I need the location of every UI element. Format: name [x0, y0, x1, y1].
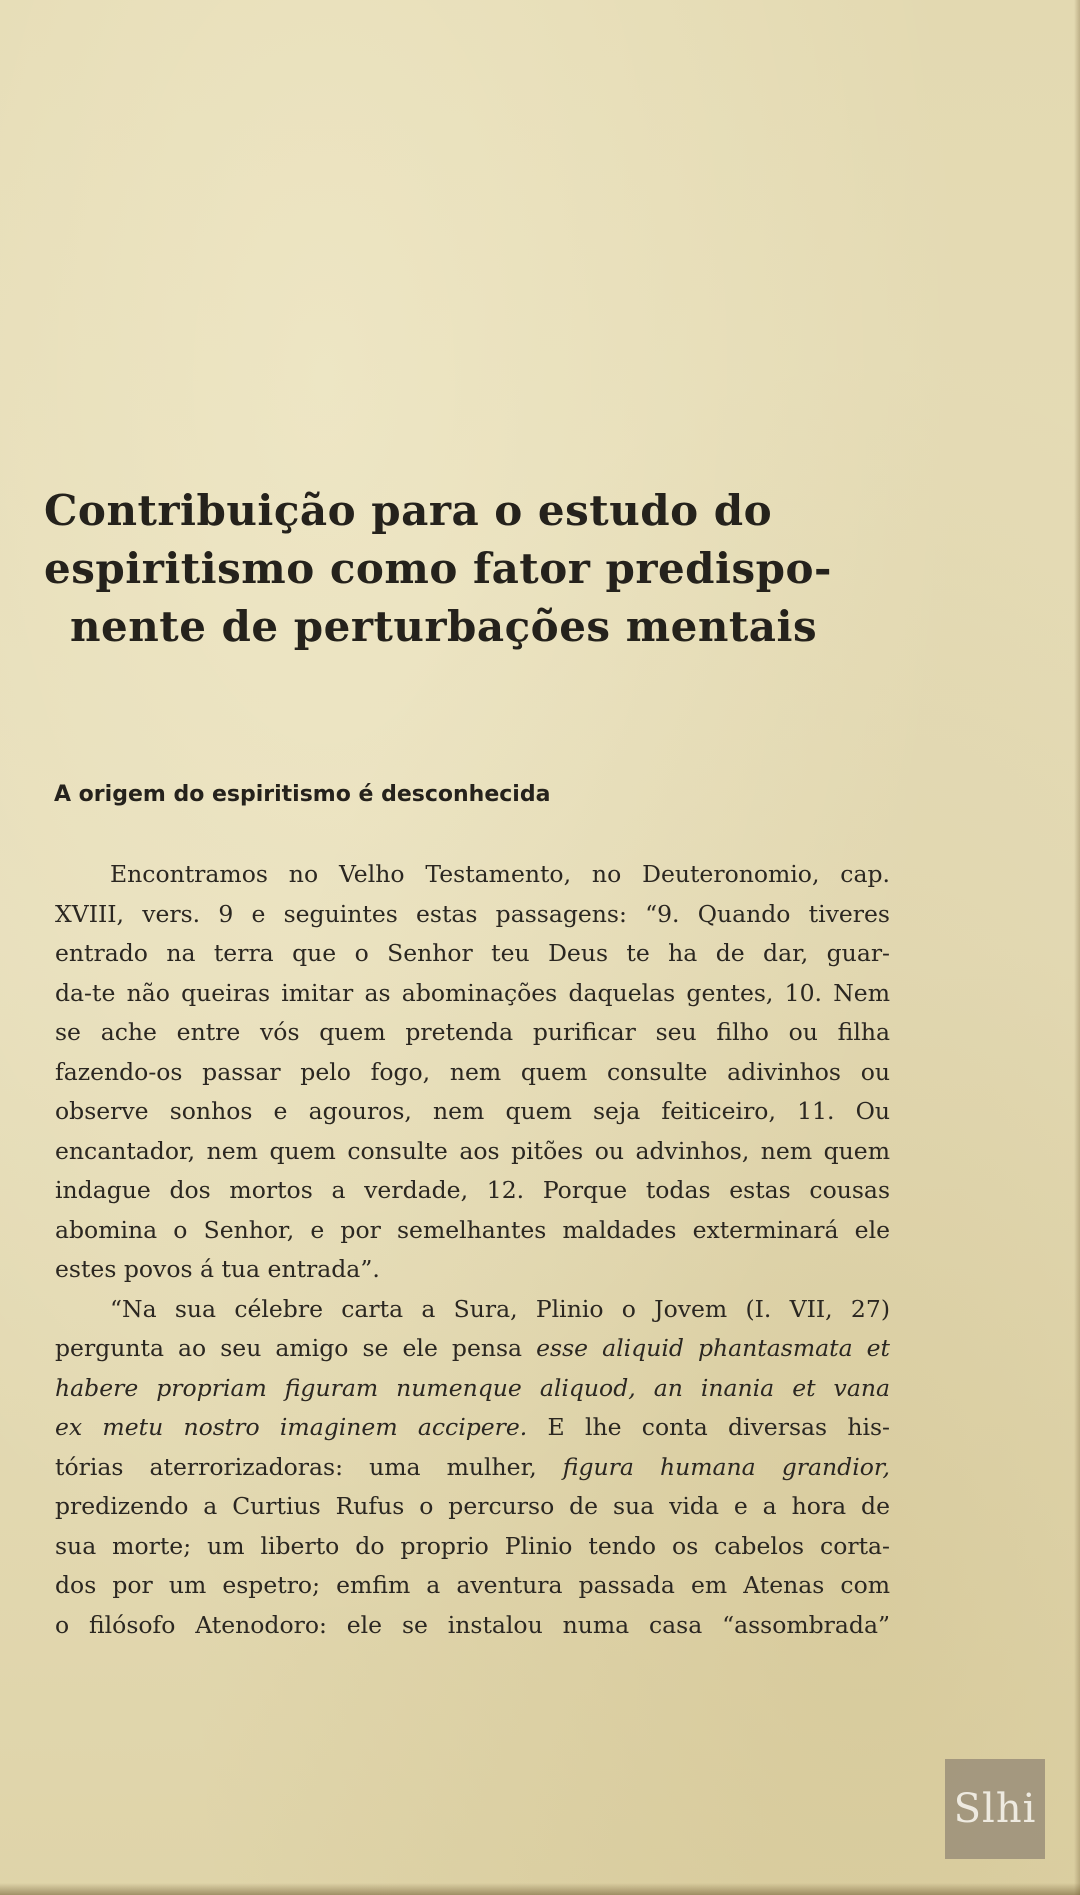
body-line: abomina o Senhor, e por semelhantes maldades exterminará ele	[55, 1215, 890, 1244]
body-text-run: tórias aterrorizadoras: uma mulher,	[55, 1452, 563, 1481]
section-heading: A origem do espiritismo é desconhecida	[54, 782, 551, 807]
body-text	[55, 855, 890, 1645]
body-line: XVIII, vers. 9 e seguintes estas passagens: “9. Quando tiveres	[55, 899, 890, 928]
title-line: nente de perturbações mentais	[70, 602, 818, 651]
body-line: sua morte; um liberto do proprio Plinio tendo os cabelos corta-	[55, 1531, 890, 1560]
library-logo-text: Slhi	[953, 1786, 1037, 1832]
body-line: observe sonhos e agouros, nem quem seja feiticeiro, 11. Ou	[55, 1097, 890, 1125]
body-text-run: E lhe conta diversas his-	[527, 1413, 890, 1441]
latin-quote: figura humana grandior,	[562, 1452, 890, 1481]
body-text-run: pergunta ao seu amigo se ele pensa	[55, 1334, 537, 1362]
body-line: estes povos á tua entrada”.	[55, 1255, 380, 1283]
body-line	[55, 1329, 890, 1369]
body-line: entrado na terra que o Senhor teu Deus te ha de dar, guar-	[55, 939, 890, 967]
body-line: o filósofo Atenodoro: ele se instalou numa casa “assombrada”	[55, 1610, 890, 1639]
body-line: fazendo-os passar pelo fogo, nem quem consulte adivinhos ou	[55, 1057, 890, 1086]
latin-quote: esse aliquid phantasmata et	[536, 1334, 890, 1362]
body-line	[55, 1369, 890, 1409]
page-bottom-edge	[0, 1883, 1080, 1895]
body-line: “Na sua célebre carta a Sura, Plinio o Jovem (I. VII, 27)	[110, 1294, 890, 1323]
body-line: encantador, nem quem consulte aos pitões ou advinhos, nem quem	[55, 1136, 890, 1165]
title-line: Contribuição para o estudo do	[44, 486, 773, 535]
latin-quote: ex metu nostro imaginem accipere.	[55, 1413, 528, 1441]
body-line: se ache entre vós quem pretenda purificar seu filho ou filha	[55, 1018, 890, 1046]
body-line	[55, 1408, 890, 1448]
title-line: espiritismo como fator predispo-	[44, 544, 832, 593]
latin-quote: habere propriam figuram numenque aliquod, an inania et vana	[55, 1373, 890, 1402]
body-line: Encontramos no Velho Testamento, no Deuteronomio, cap.	[110, 860, 890, 888]
library-logo	[945, 1759, 1045, 1859]
page-edge-shadow	[1074, 0, 1080, 1895]
body-line: dos por um espetro; emfim a aventura passada em Atenas com	[55, 1571, 890, 1599]
body-line: predizendo a Curtius Rufus o percurso de sua vida e a hora de	[55, 1492, 890, 1520]
body-line: indague dos mortos a verdade, 12. Porque todas estas cousas	[55, 1176, 890, 1204]
article-title	[44, 482, 894, 656]
body-line: da-te não queiras imitar as abominações daquelas gentes, 10. Nem	[55, 978, 890, 1007]
body-line	[55, 1448, 890, 1488]
